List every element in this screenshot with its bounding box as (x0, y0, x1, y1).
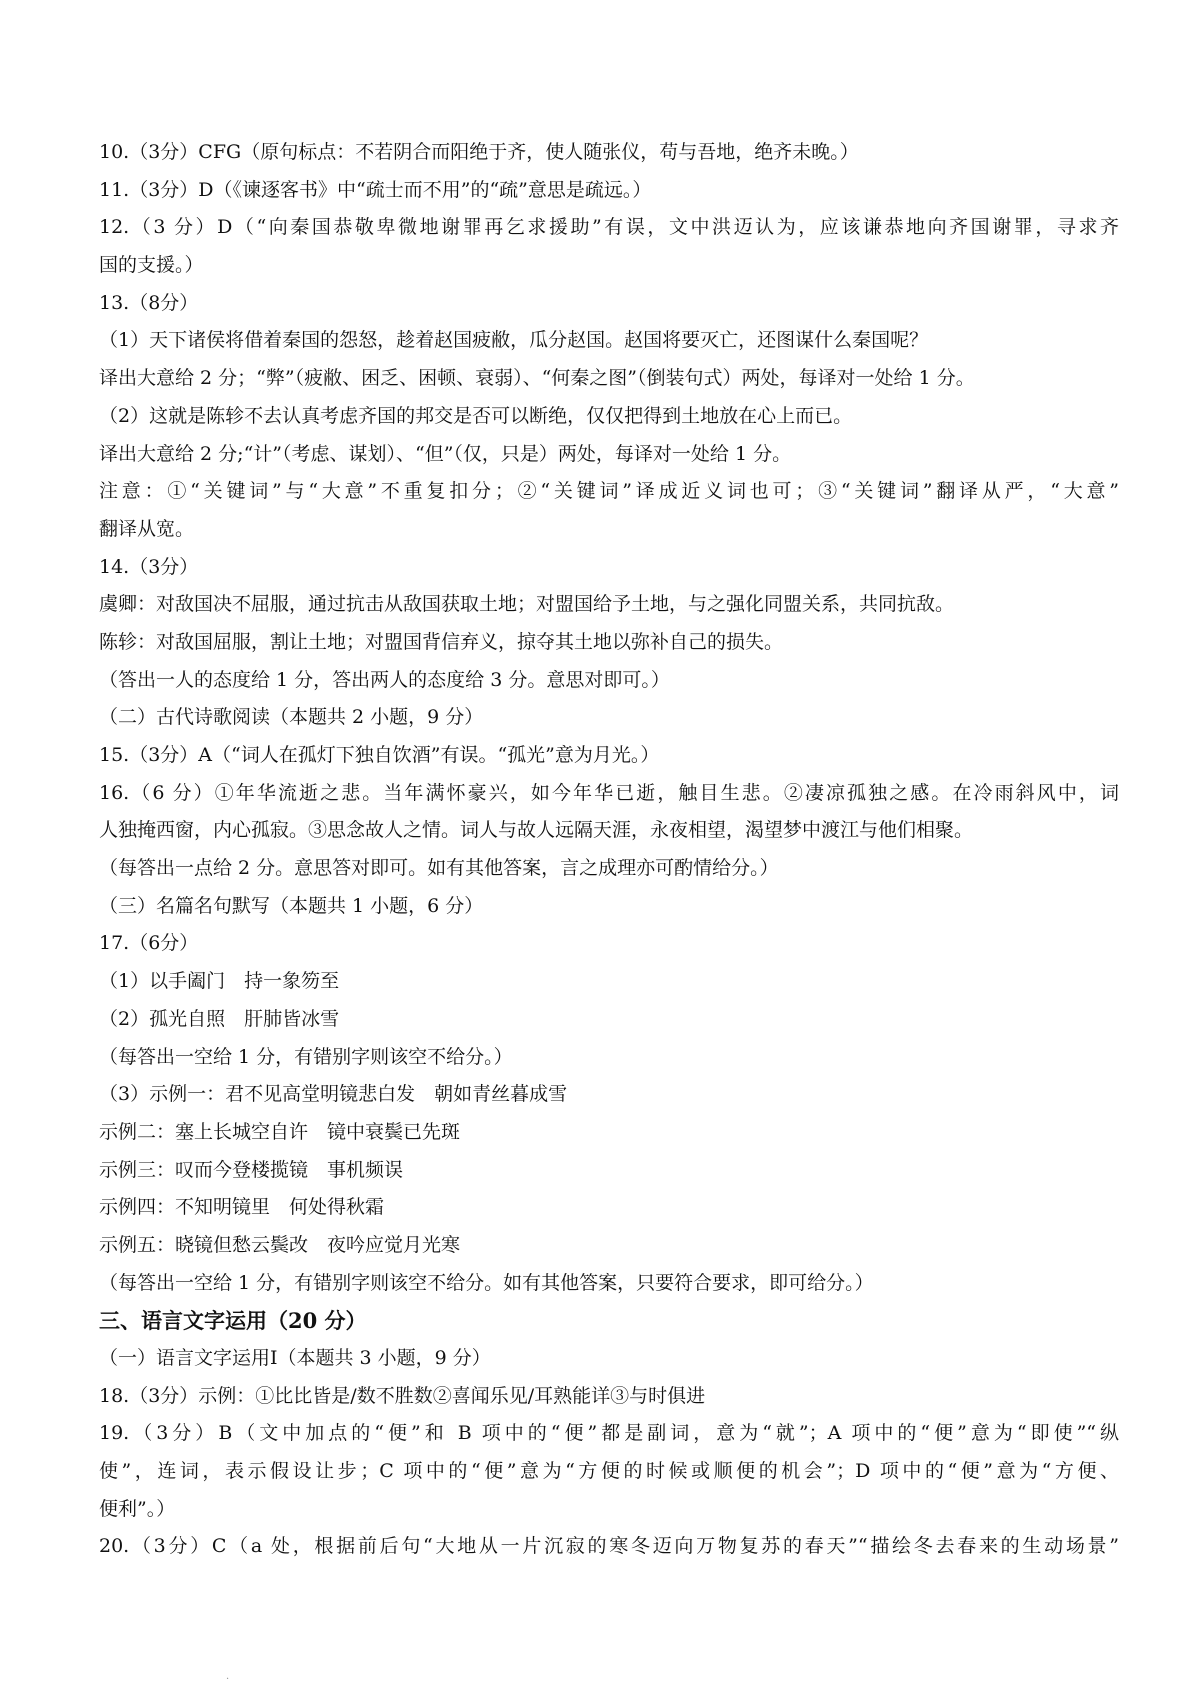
text-line: 使”，连词，表示假设让步；C 项中的“便”意为“方便的时候或顺便的机会”；D 项中的“便”意为“方便、 (99, 1460, 1119, 1483)
text-line: （2）孤光自照 肝肺皆冰雪 (99, 1007, 340, 1030)
text-line: （一）语言文字运用Ⅰ（本题共 3 小题，9 分） (99, 1347, 491, 1369)
text-line: （1）以手阖门 持一象笏至 (99, 970, 340, 993)
text-line: 14.（3分） (99, 555, 199, 578)
text-line: 陈轸：对敌国屈服，割让土地；对盟国背信弃义，掠夺其土地以弥补自己的损失。 (99, 630, 784, 653)
text-line: 便利”。） (99, 1497, 176, 1520)
text-line: （每答出一空给 1 分，有错别字则该空不给分。） (99, 1045, 513, 1068)
text-line: 15.（3分）A（“词人在孤灯下独自饮酒”有误。“孤光”意为月光。） (99, 744, 660, 766)
text-line: （2）这就是陈轸不去认真考虑齐国的邦交是否可以断绝，仅仅把得到土地放在心上而已。 (99, 404, 853, 427)
text-line: 13.（8分） (99, 291, 199, 314)
section-heading: 三、语言文字运用（20 分） (99, 1308, 367, 1334)
text-line: 17.（6分） (99, 932, 199, 955)
text-line: 人独掩西窗，内心孤寂。③思念故人之情。词人与故人远隔天涯，永夜相望，渴望梦中渡江与他们相聚。 (99, 819, 974, 842)
text-line: （每答出一空给 1 分，有错别字则该空不给分。如有其他答案，只要符合要求，即可给分。） (99, 1271, 874, 1294)
text-line: 译出大意给 2 分；“弊”（疲敝、困乏、困顿、衰弱）、“何秦之图”（倒装句式）两处，每译对一处给 1 分。 (99, 367, 975, 390)
text-line: 10.（3分）CFG（原句标点：不若阴合而阳绝于齐，使人随张仪，苟与吾地，绝齐未晚。） (99, 141, 859, 163)
text-line: 示例二：塞上长城空自许 镜中衰鬓已先斑 (99, 1120, 461, 1143)
text-line: 12.（3 分）D（“向秦国恭敬卑微地谢罪再乞求援助”有误，文中洪迈认为，应该谦恭地向齐国谢罪，寻求齐 (99, 216, 1119, 239)
text-line: 注意：①“关键词”与“大意”不重复扣分；②“关键词”译成近义词也可；③“关键词”翻译从严，“大意” (99, 480, 1119, 503)
text-line: 19.（3分）B（文中加点的“便”和 B 项中的“便”都是副词，意为“就”；A 项中的“便”意为“即使”“纵 (99, 1422, 1119, 1445)
text-line: 11.（3分）D（《谏逐客书》中“疏士而不用”的“疏”意思是疏远。） (99, 178, 652, 201)
text-line: 示例四：不知明镜里 何处得秋霜 (99, 1196, 385, 1219)
text-line: （二）古代诗歌阅读（本题共 2 小题，9 分） (99, 706, 484, 729)
text-line: 翻译从宽。 (99, 517, 195, 540)
text-line: 国的支援。） (99, 254, 204, 277)
text-line: （3）示例一：君不见高堂明镜悲白发 朝如青丝暮成雪 (99, 1083, 568, 1106)
text-line: 示例五：晓镜但愁云鬓改 夜吟应觉月光寒 (99, 1233, 461, 1256)
text-line: （1）天下诸侯将借着秦国的怨怒，趁着赵国疲敝，瓜分赵国。赵国将要灭亡，还图谋什么秦国呢？ (99, 329, 929, 352)
text-line: （三）名篇名句默写（本题共 1 小题，6 分） (99, 894, 484, 917)
text-line: 20.（3分）C（a 处，根据前后句“大地从一片沉寂的寒冬迈向万物复苏的春天”“描绘冬去春来的生动场景” (99, 1535, 1119, 1558)
text-line: （每答出一点给 2 分。意思答对即可。如有其他答案，言之成理亦可酌情给分。） (99, 857, 779, 880)
text-line: 虞卿：对敌国决不屈服，通过抗击从敌国获取土地；对盟国给予土地，与之强化同盟关系，共同抗敌。 (99, 593, 955, 616)
text-line: 16.（6 分）①年华流逝之悲。当年满怀豪兴，如今年华已逝，触目生悲。②凄凉孤独之感。在冷雨斜风中，词 (99, 781, 1119, 804)
text-line: 示例三：叹而今登楼揽镜 事机频误 (99, 1158, 404, 1181)
text-line: 译出大意给 2 分;“计”（考虑、谋划）、“但”（仅，只是）两处，每译对一处给 1 分。 (99, 442, 792, 465)
text-line: 18.（3分）示例：①比比皆是/数不胜数②喜闻乐见/耳熟能详③与时俱进 (99, 1384, 706, 1407)
text-line: （答出一人的态度给 1 分，答出两人的态度给 3 分。意思对即可。） (99, 668, 670, 691)
answer-text-body (99, 134, 1119, 1566)
footer-mark: · (226, 1674, 230, 1685)
